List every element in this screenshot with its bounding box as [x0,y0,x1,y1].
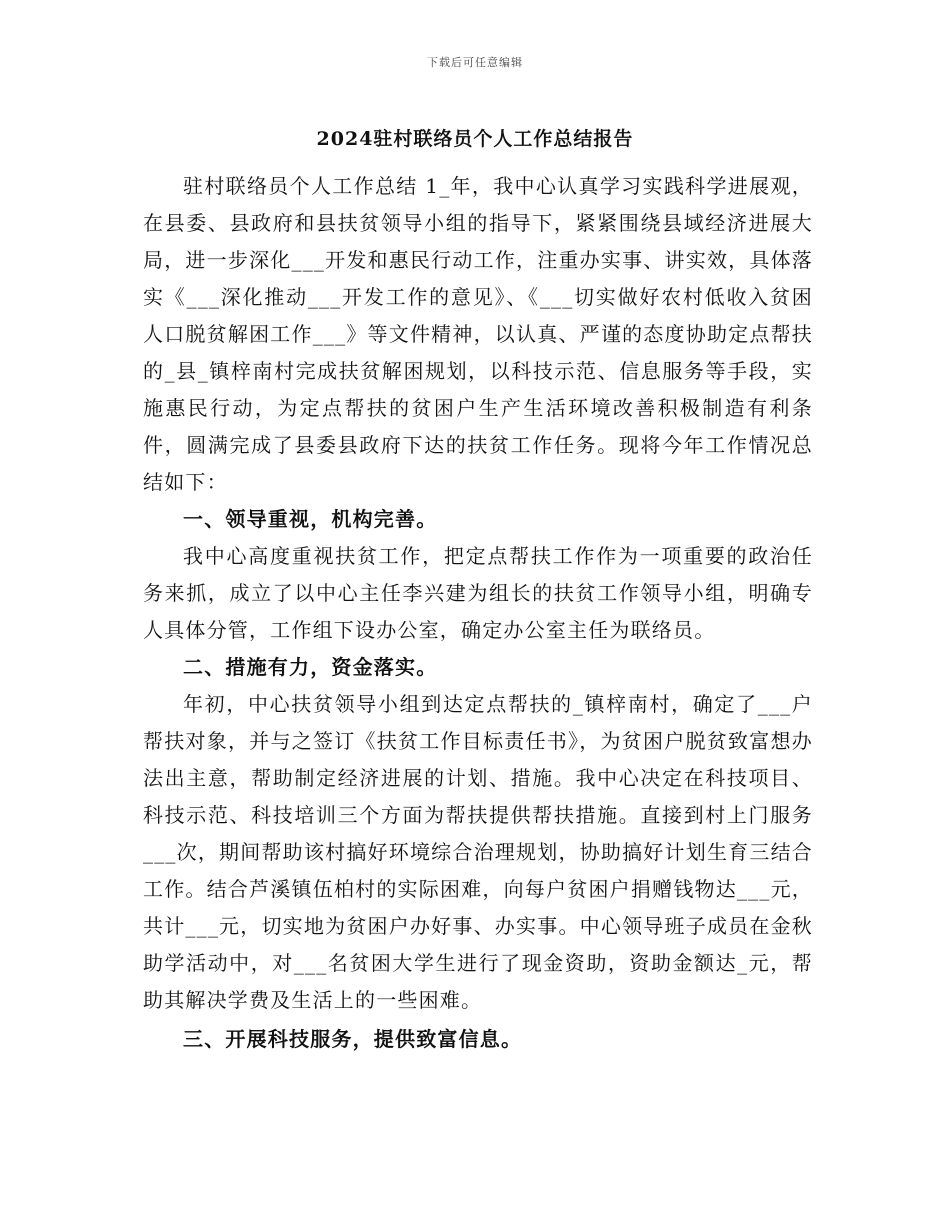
header-note: 下载后可任意编辑 [427,56,523,69]
section-paragraph-1: 我中心高度重视扶贫工作，把定点帮扶工作作为一项重要的政治任务来抓，成立了以中心主任李兴建为组长的扶贫工作领导小组，明确专人具体分管，工作组下设办公室，确定办公室主任为联络员。 [143,544,813,642]
section-heading-3: 三、开展科技服务，提供致富信息。 [183,1027,523,1051]
section-heading-2: 二、措施有力，资金落实。 [183,655,438,679]
intro-paragraph: 驻村联络员个人工作总结 1_年，我中心认真学习实践科学进展观，在县委、县政府和县扶贫领导小组的指导下，紧紧围绕县域经济进展大局，进一步深化___开发和惠民行动工作，注重办实事、讲实效，具体落实《___深化推动___开发工作的意见》、《___切实做好农村低收入贫困人口脱贫解困工作___》等文件精神，以认真、严谨的态度协助定点帮扶的_县_镇梓南村完成扶贫解困规划，以科技示范、信息服务等手段，实施惠民行动，为定点帮扶的贫困户生产生活环境改善积极制造有利条件，圆满完成了县委县政府下达的扶贫工作任务。现将今年工作情况总结如下： [143,174,813,494]
document-title: 2024驻村联络员个人工作总结报告 [316,128,634,150]
document-body [143,168,813,1058]
section-heading-1: 一、领导重视，机构完善。 [183,507,438,531]
section-paragraph-2: 年初，中心扶贫领导小组到达定点帮扶的_镇梓南村，确定了___户帮扶对象，并与之签订《扶贫工作目标责任书》，为贫困户脱贫致富想办法出主意，帮助制定经济进展的计划、措施。我中心决定在科技项目、科技示范、科技培训三个方面为帮扶提供帮扶措施。直接到村上门服务___次，期间帮助该村搞好环境综合治理规划，协助搞好计划生育三结合工作。结合芦溪镇伍柏村的实际困难，向每户贫困户捐赠钱物达___元，共计___元，切实地为贫困户办好事、办实事。中心领导班子成员在金秋助学活动中，对___名贫困大学生进行了现金资助，资助金额达_元，帮助其解决学费及生活上的一些困难。 [143,692,813,1012]
